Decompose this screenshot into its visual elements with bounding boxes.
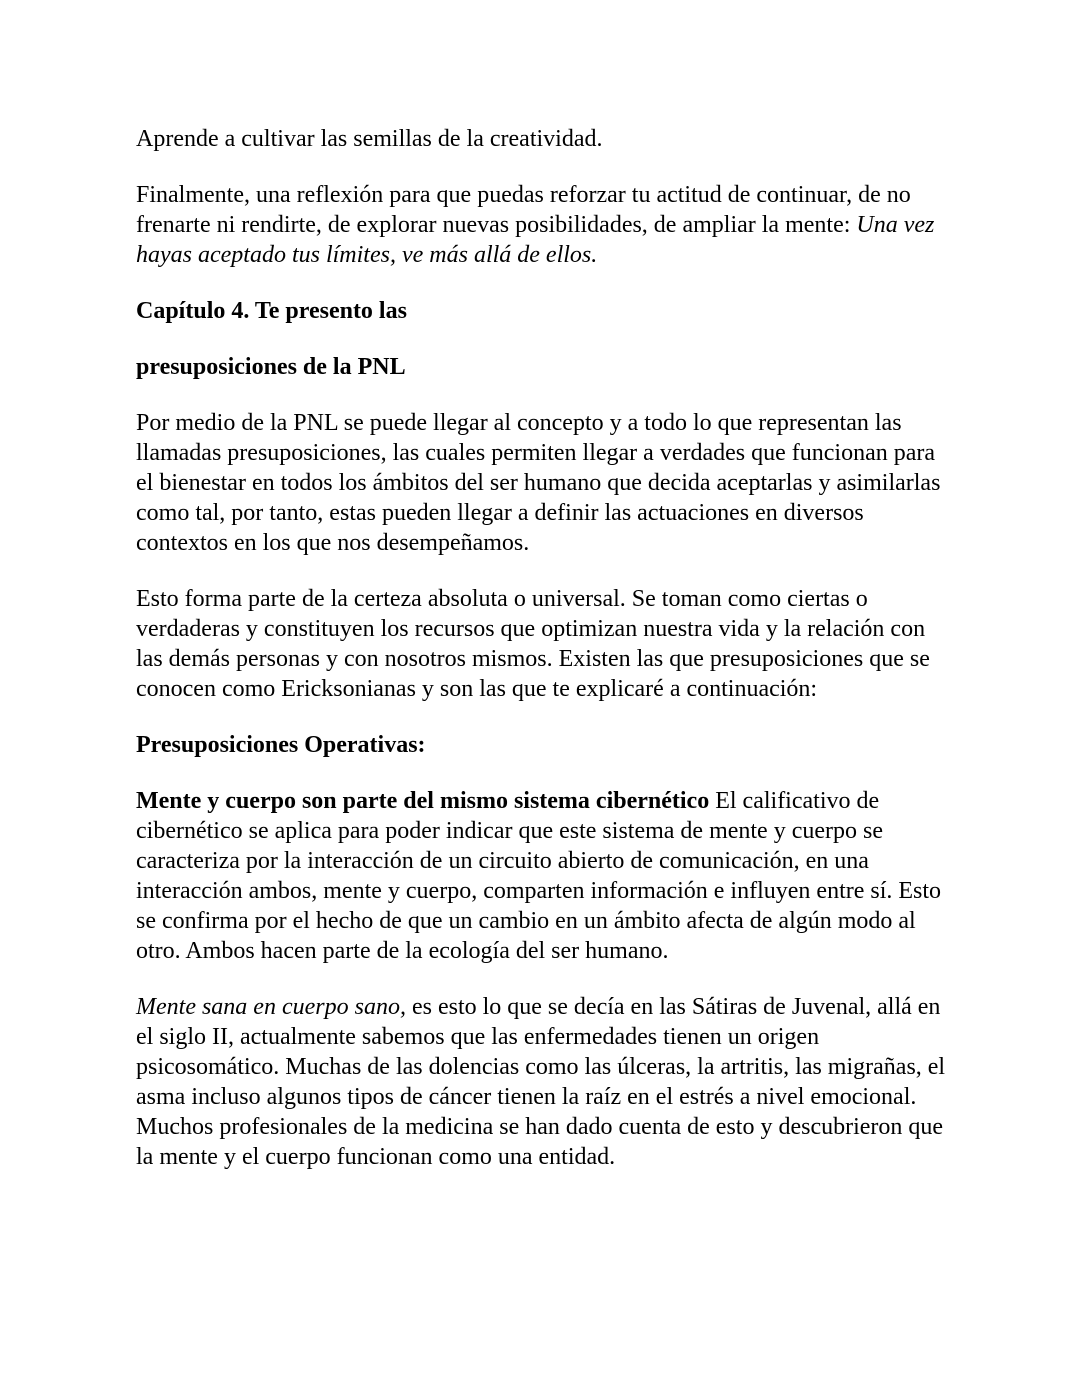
reflection-quote: Una vez hayas aceptado tus límites, ve más allá de ellos.	[136, 212, 935, 268]
paragraph-certeza: Esto forma parte de la certeza absoluta o universal. Se toman como ciertas o verdaderas y constituyen los recursos que optimizan nuestra vida y la relación con las demás personas y con nosotros mismos. Existen las que presuposiciones que se conocen como Ericksonianas y son las que te explicaré a continuación:	[136, 586, 930, 702]
paragraph-mente-cuerpo	[136, 786, 951, 966]
paragraph-reflection	[136, 180, 951, 270]
section-title: Presuposiciones Operativas:	[136, 732, 426, 758]
paragraph-mente-sana	[136, 992, 951, 1172]
paragraph-intro: Aprende a cultivar las semillas de la creatividad.	[136, 126, 603, 152]
chapter-title-line-1: Capítulo 4. Te presento las	[136, 298, 407, 324]
mente-sana-quote: Mente sana en cuerpo sano,	[136, 994, 406, 1020]
paragraph-pnl: Por medio de la PNL se puede llegar al concepto y a todo lo que representan las llamadas presuposiciones, las cuales permiten llegar a verdades que funcionan para el bienestar en todos los ámbitos del ser humano que decida aceptarlas y asimilarlas como tal, por tanto, estas pueden llegar a definir las actuaciones en diversos contextos en los que nos desempeñamos.	[136, 410, 941, 556]
mente-cuerpo-heading: Mente y cuerpo son parte del mismo sistema cibernético	[136, 788, 710, 814]
document-page	[136, 124, 951, 1198]
reflection-text: Finalmente, una reflexión para que puedas reforzar tu actitud de continuar, de no frenarte ni rendirte, de explorar nuevas posibilidades, de ampliar la mente:	[136, 182, 911, 238]
mente-sana-text: es esto lo que se decía en las Sátiras de Juvenal, allá en el siglo II, actualmente sabemos que las enfermedades tienen un origen psicosomático. Muchas de las dolencias como las úlceras, la artritis, las migrañas, el asma incluso algunos tipos de cáncer tienen la raíz en el estrés a nivel emocional. Muchos profesionales de la medicina se han dado cuenta de esto y descubrieron que la mente y el cuerpo funcionan como una entidad.	[136, 994, 946, 1170]
mente-cuerpo-text: El calificativo de cibernético se aplica para poder indicar que este sistema de mente y cuerpo se caracteriza por la interacción de un circuito abierto de comunicación, en una interacción ambos, mente y cuerpo, comparten información e influyen entre sí. Esto se confirma por el hecho de que un cambio en un ámbito afecta de algún modo al otro. Ambos hacen parte de la ecología del ser humano.	[136, 788, 942, 964]
chapter-title-line-2: presuposiciones de la PNL	[136, 354, 406, 380]
